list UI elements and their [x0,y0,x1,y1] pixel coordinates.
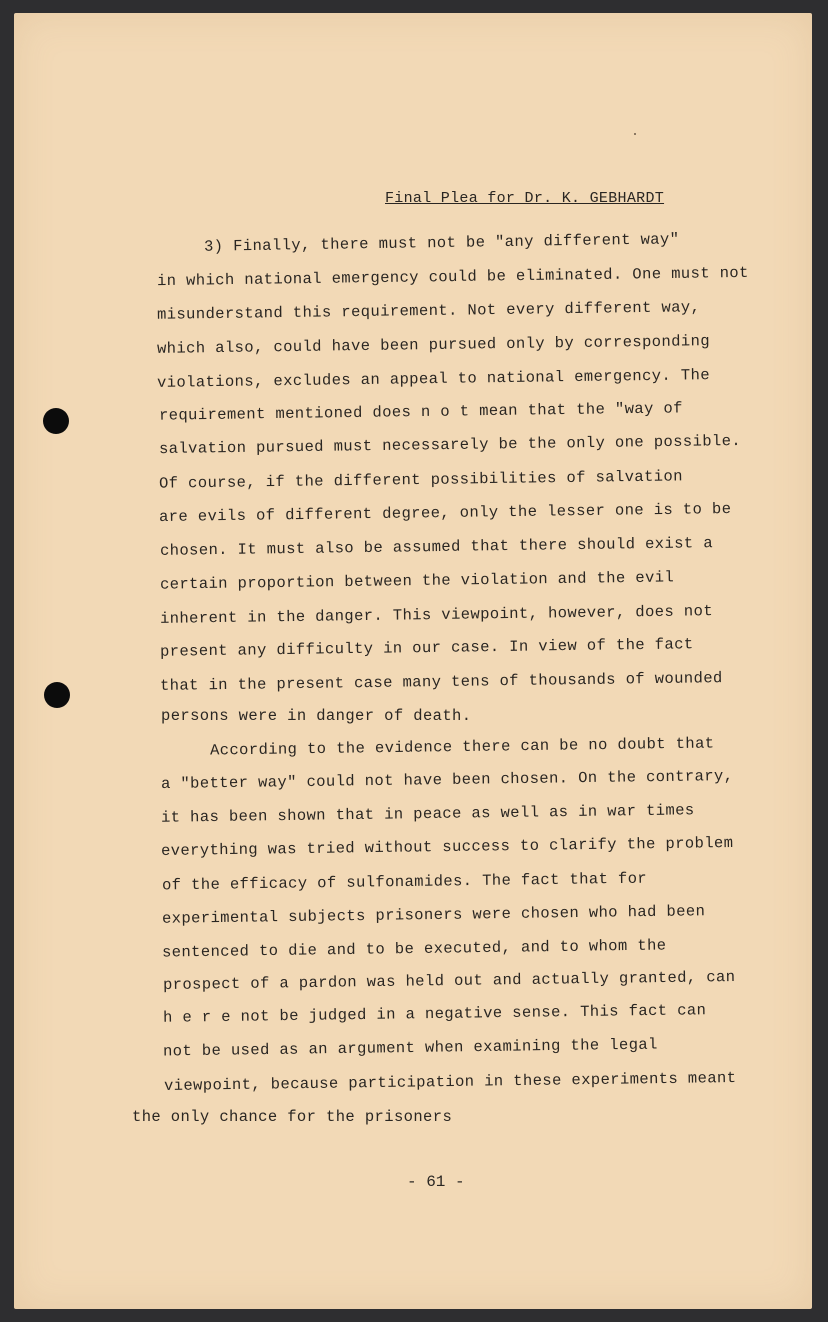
text-line: that in the present case many tens of thousands of wounded [159,669,723,695]
text-line: in which national emergency could be eliminated. One must not [156,263,749,291]
page-number: - 61 - [407,1173,465,1191]
document-page [14,13,812,1309]
text-line: h e r e not be judged in a negative sense. This fact can [162,1001,707,1027]
text-line: experimental subjects prisoners were chosen who had been [161,902,706,928]
text-line: prospect of a pardon was held out and actually granted, can [162,968,736,994]
text-line: sentenced to die and to be executed, and to whom the [161,936,667,962]
paper-speck [634,133,636,135]
text-line: According to the evidence there can be no doubt that [209,734,715,760]
text-line: a "better way" could not have been chosen. On the contrary, [160,767,734,793]
text-line: persons were in danger of death. [161,707,472,725]
text-line: certain proportion between the violation and the evil [159,568,675,594]
text-line: are evils of different degree, only the lesser one is to be [158,500,732,526]
text-line: inherent in the danger. This viewpoint, however, does not [159,602,714,628]
text-line: the only chance for the prisoners [132,1108,453,1126]
upper-punch-hole [43,408,69,434]
document-heading: Final Plea for Dr. K. GEBHARDT [385,190,665,207]
text-line: violations, excludes an appeal to national emergency. The [156,366,711,392]
text-line: salvation pursued must necessarely be the only one possible. [158,431,742,459]
text-line: requirement mentioned does n o t mean that the "way of [158,399,683,425]
text-line: of the efficacy of sulfonamides. The fact that for [161,869,648,895]
text-line: chosen. It must also be assumed that there should exist a [159,534,714,560]
text-line: present any difficulty in our case. In view of the fact [159,635,694,661]
text-line: viewpoint, because participation in these experiments meant [163,1069,737,1095]
lower-punch-hole [44,682,70,708]
text-line: misunderstand this requirement. Not every different way, [156,298,701,324]
text-line: not be used as an argument when examining the legal [162,1035,658,1061]
text-line: 3) Finally, there must not be "any different way" [203,230,680,256]
text-line: it has been shown that in peace as well as in war times [160,801,695,827]
text-line: everything was tried without success to clarify the problem [160,834,734,860]
text-line: Of course, if the different possibilities of salvation [158,467,683,493]
text-line: which also, could have been pursued only by corresponding [156,332,711,358]
